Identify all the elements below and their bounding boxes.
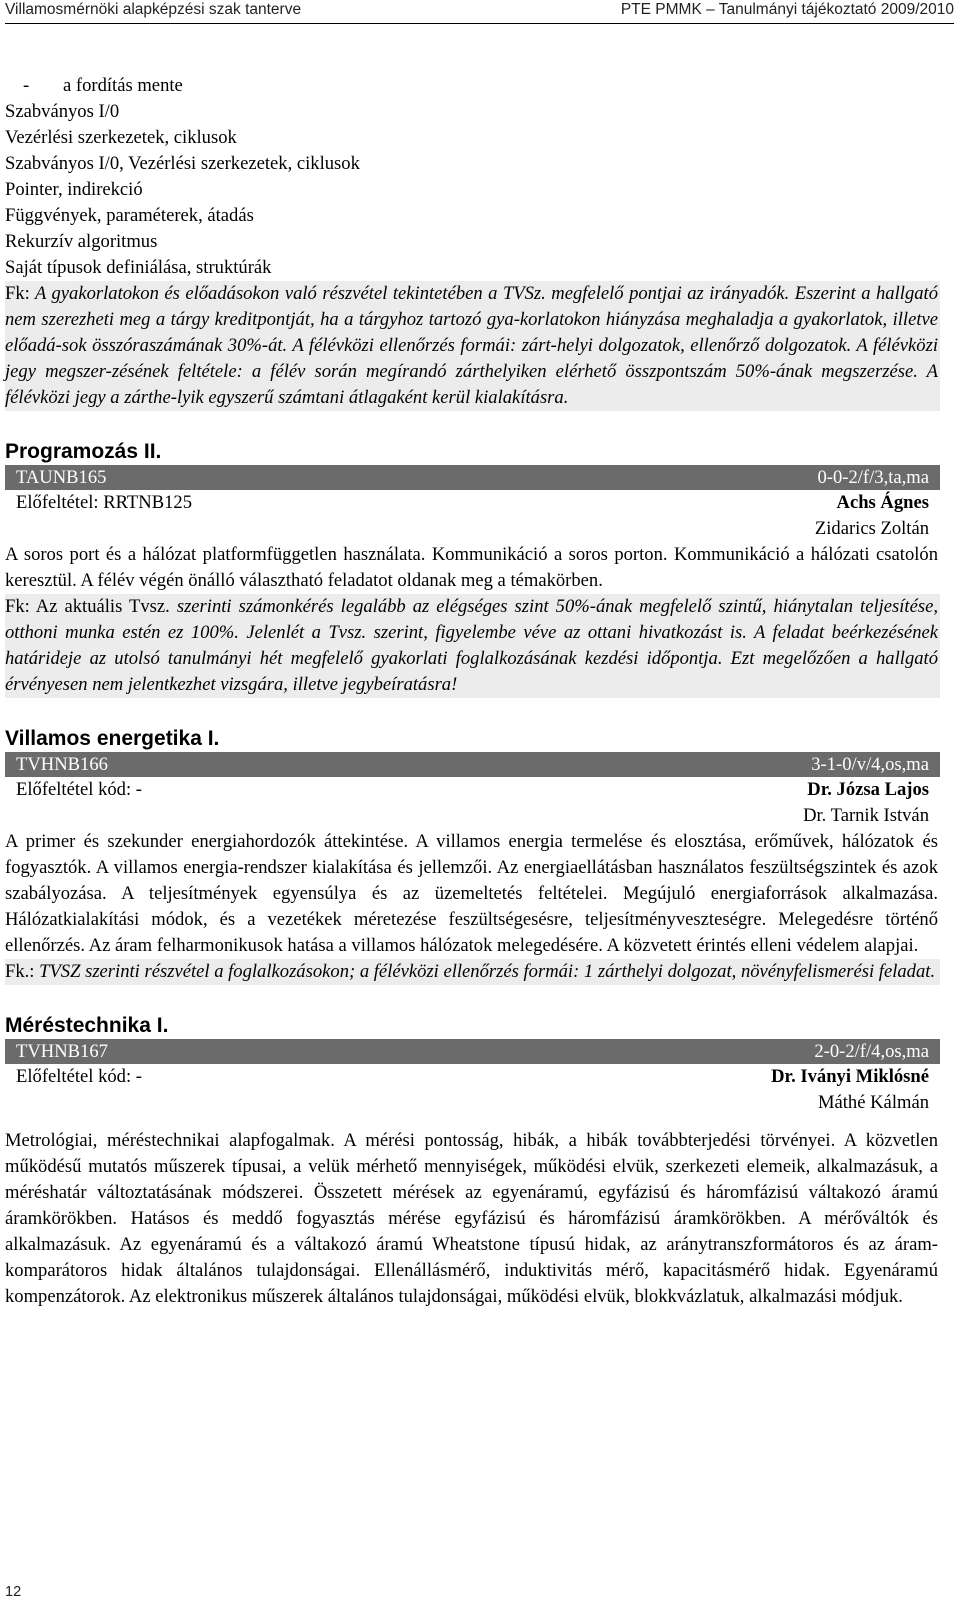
topic-item: Szabványos I/0, Vezérlési szerkezetek, ciklusok <box>5 153 360 174</box>
subject-code: TVHNB166 <box>16 754 108 775</box>
page-header <box>0 0 960 26</box>
subject-meta-row <box>5 490 940 516</box>
subject-schedule: 0-0-2/f/3,ta,ma <box>817 467 929 488</box>
topic-item: Rekurzív algoritmus <box>5 231 158 252</box>
subject-instructor: Máthé Kálmán <box>817 1092 929 1113</box>
subject-lead-instructor: Dr. Józsa Lajos <box>807 779 929 800</box>
fk-text: A gyakorlatokon és előadásokon való részvétel tekintetében a TVSz. megfelelő pontjai az irányadók. Eszerint a hallgató nem szerezheti meg a tárgy kreditpontját, ha a tárgyhoz tartozó gya-korlatokon hiányzása meghaladja a gyakorlatok, illetve előadá-sok összóraszámának 30%-át. A félévközi ellenőrzés formái: zárt-helyi dolgozatok, ellenőrző dolgozatok. A félévközi jegy megszer-zésének feltétele: a félév során megírandó zárthelyiken elérhető összpontszám 50%-ának megszerzése. A félévközi jegy a zárthe-lyik egyszerű számtani átlagaként kerül kialakításra. <box>5 283 938 408</box>
subject-schedule: 2-0-2/f/4,os,ma <box>814 1041 929 1062</box>
subject-code-bar <box>5 1039 940 1064</box>
subject-title: Villamos energetika I. <box>5 727 220 750</box>
page-content <box>5 73 940 1310</box>
subject-description: A soros port és a hálózat platformfüggetlen használata. Kommunikáció a soros porton. Kommunikáció a hálózati csatolón keresztül. A félév végén önálló választható feladatot oldanak meg a témakörben. <box>5 544 938 591</box>
subject-instructor: Dr. Tarnik István <box>803 805 929 826</box>
fk-label: Fk: <box>5 283 30 304</box>
dash-marker: - <box>23 75 30 96</box>
subject-description: A primer és szekunder energiahordozók áttekintése. A villamos energia termelése és elosztása, erőművek, hálózatok és fogyasztók. A villamos energia-rendszer kialakítása és jellemzői. Az energiaellátásban használatos feszültségszintek és azok szabályozása. A teljesítmények egyensúlya és az üzemeltetés feltételei. Megújuló energiaforrások alkalmazása. Hálózatkialakítási módok, és a vezetékek méretezése feszültségesésre, teljesítményveszteségre. Melegedésre történő ellenőrzés. Az áram felharmonikusok hatása a villamos hálózatok melegedésére. A közvetett érintés elleni védelem alapjai. <box>5 831 938 956</box>
subject-lead-instructor: Achs Ágnes <box>836 492 929 513</box>
subject-lead-instructor: Dr. Iványi Miklósné <box>771 1066 929 1087</box>
subject-fk <box>5 594 940 698</box>
subject-code: TAUNB165 <box>16 467 107 488</box>
subject-schedule: 3-1-0/v/4,os,ma <box>811 754 929 775</box>
fk-paragraph <box>5 281 940 411</box>
topic-item: Szabványos I/0 <box>5 101 120 122</box>
subject-code-bar <box>5 465 940 490</box>
header-rule <box>5 23 954 24</box>
subject-meta-row <box>5 803 940 829</box>
header-right-title: PTE PMMK – Tanulmányi tájékoztató 2009/2010 <box>620 1 954 18</box>
subject-title: Méréstechnika I. <box>5 1014 169 1037</box>
header-left-title: Villamosmérnöki alapképzési szak tanterve <box>5 1 302 18</box>
topic-dash-text: a fordítás mente <box>63 75 183 96</box>
subject-fk-text: TVSZ szerinti részvétel a foglalkozásokon; a félévközi ellenőrzés formái: 1 zárthelyi dolgozat, növényfelismerési feladat. <box>34 961 936 982</box>
topic-dash-item <box>5 73 940 99</box>
subject-code-bar <box>5 752 940 777</box>
subject-meta-row <box>5 1090 940 1116</box>
subject-fk-label: Fk.: <box>5 961 35 982</box>
page-number: 12 <box>5 1584 22 1600</box>
subject-fk-text: szerinti számonkérés legalább az elégséges szint 50%-ának megfelelő szintű, hiánytalan teljesítése, otthoni munka estén ez 100%. Jelenlét a Tvsz. szerint, figyelembe véve az ottani hivatkozást is. A feladat beérkezésének határideje az utolsó tanulmányi hét megfelelő gyakorlati foglalkozásának kezdési időpontja. Ezt megelőzően a hallgató érvényesen nem jelentkezhet vizsgára, illetve jegybeíratásra! <box>5 596 938 695</box>
subject-meta-row <box>5 516 940 542</box>
subject-code: TVHNB167 <box>16 1041 108 1062</box>
subject-fk <box>5 959 940 985</box>
subject-instructor: Zidarics Zoltán <box>814 518 929 539</box>
subject-prerequisite: Előfeltétel: RRTNB125 <box>16 492 193 513</box>
subject-description: Metrológiai, méréstechnikai alapfogalmak. A mérési pontosság, hibák, a hibák továbbterjedési törvényei. A közvetlen működésű mutatós műszerek típusai, a velük mérhető mennyiségek, működési elvük, szerkezeti elemeik, alkalmazásuk, a méréshatár változtatásának módszerei. Összetett mérések az egyenáramú, egyfázisú és háromfázisú váltakozó áramú áramkörökben. Hatásos és meddő fogyasztás mérése egyfázisú és háromfázisú áramkörökben. A mérőváltók és alkalmazásuk. Az egyenáramú és a váltakozó áramú Wheatstone típusú hidak, az aránytranszformátoros és az áram-komparátoros hidak általános tulajdonságai. Ellenállásmérő, induktivitás mérő, kapacitásmérő hidak. Egyenáramú kompenzátorok. Az elektronikus műszerek általános tulajdonságai, működési elvük, blokkvázlatuk, alkalmazási módjuk. <box>5 1130 938 1307</box>
subject-meta-row <box>5 1064 940 1090</box>
subject-meta-row <box>5 777 940 803</box>
subject-prerequisite: Előfeltétel kód: - <box>16 779 142 800</box>
topic-item: Saját típusok definiálása, struktúrák <box>5 257 272 278</box>
subject-title: Programozás II. <box>5 440 162 463</box>
topic-item: Vezérlési szerkezetek, ciklusok <box>5 127 237 148</box>
topic-item: Függvények, paraméterek, átadás <box>5 205 254 226</box>
subject-prerequisite: Előfeltétel kód: - <box>16 1066 142 1087</box>
topic-item: Pointer, indirekció <box>5 179 143 200</box>
subject-fk-label: Fk: Az aktuális Tvsz. <box>5 596 170 617</box>
